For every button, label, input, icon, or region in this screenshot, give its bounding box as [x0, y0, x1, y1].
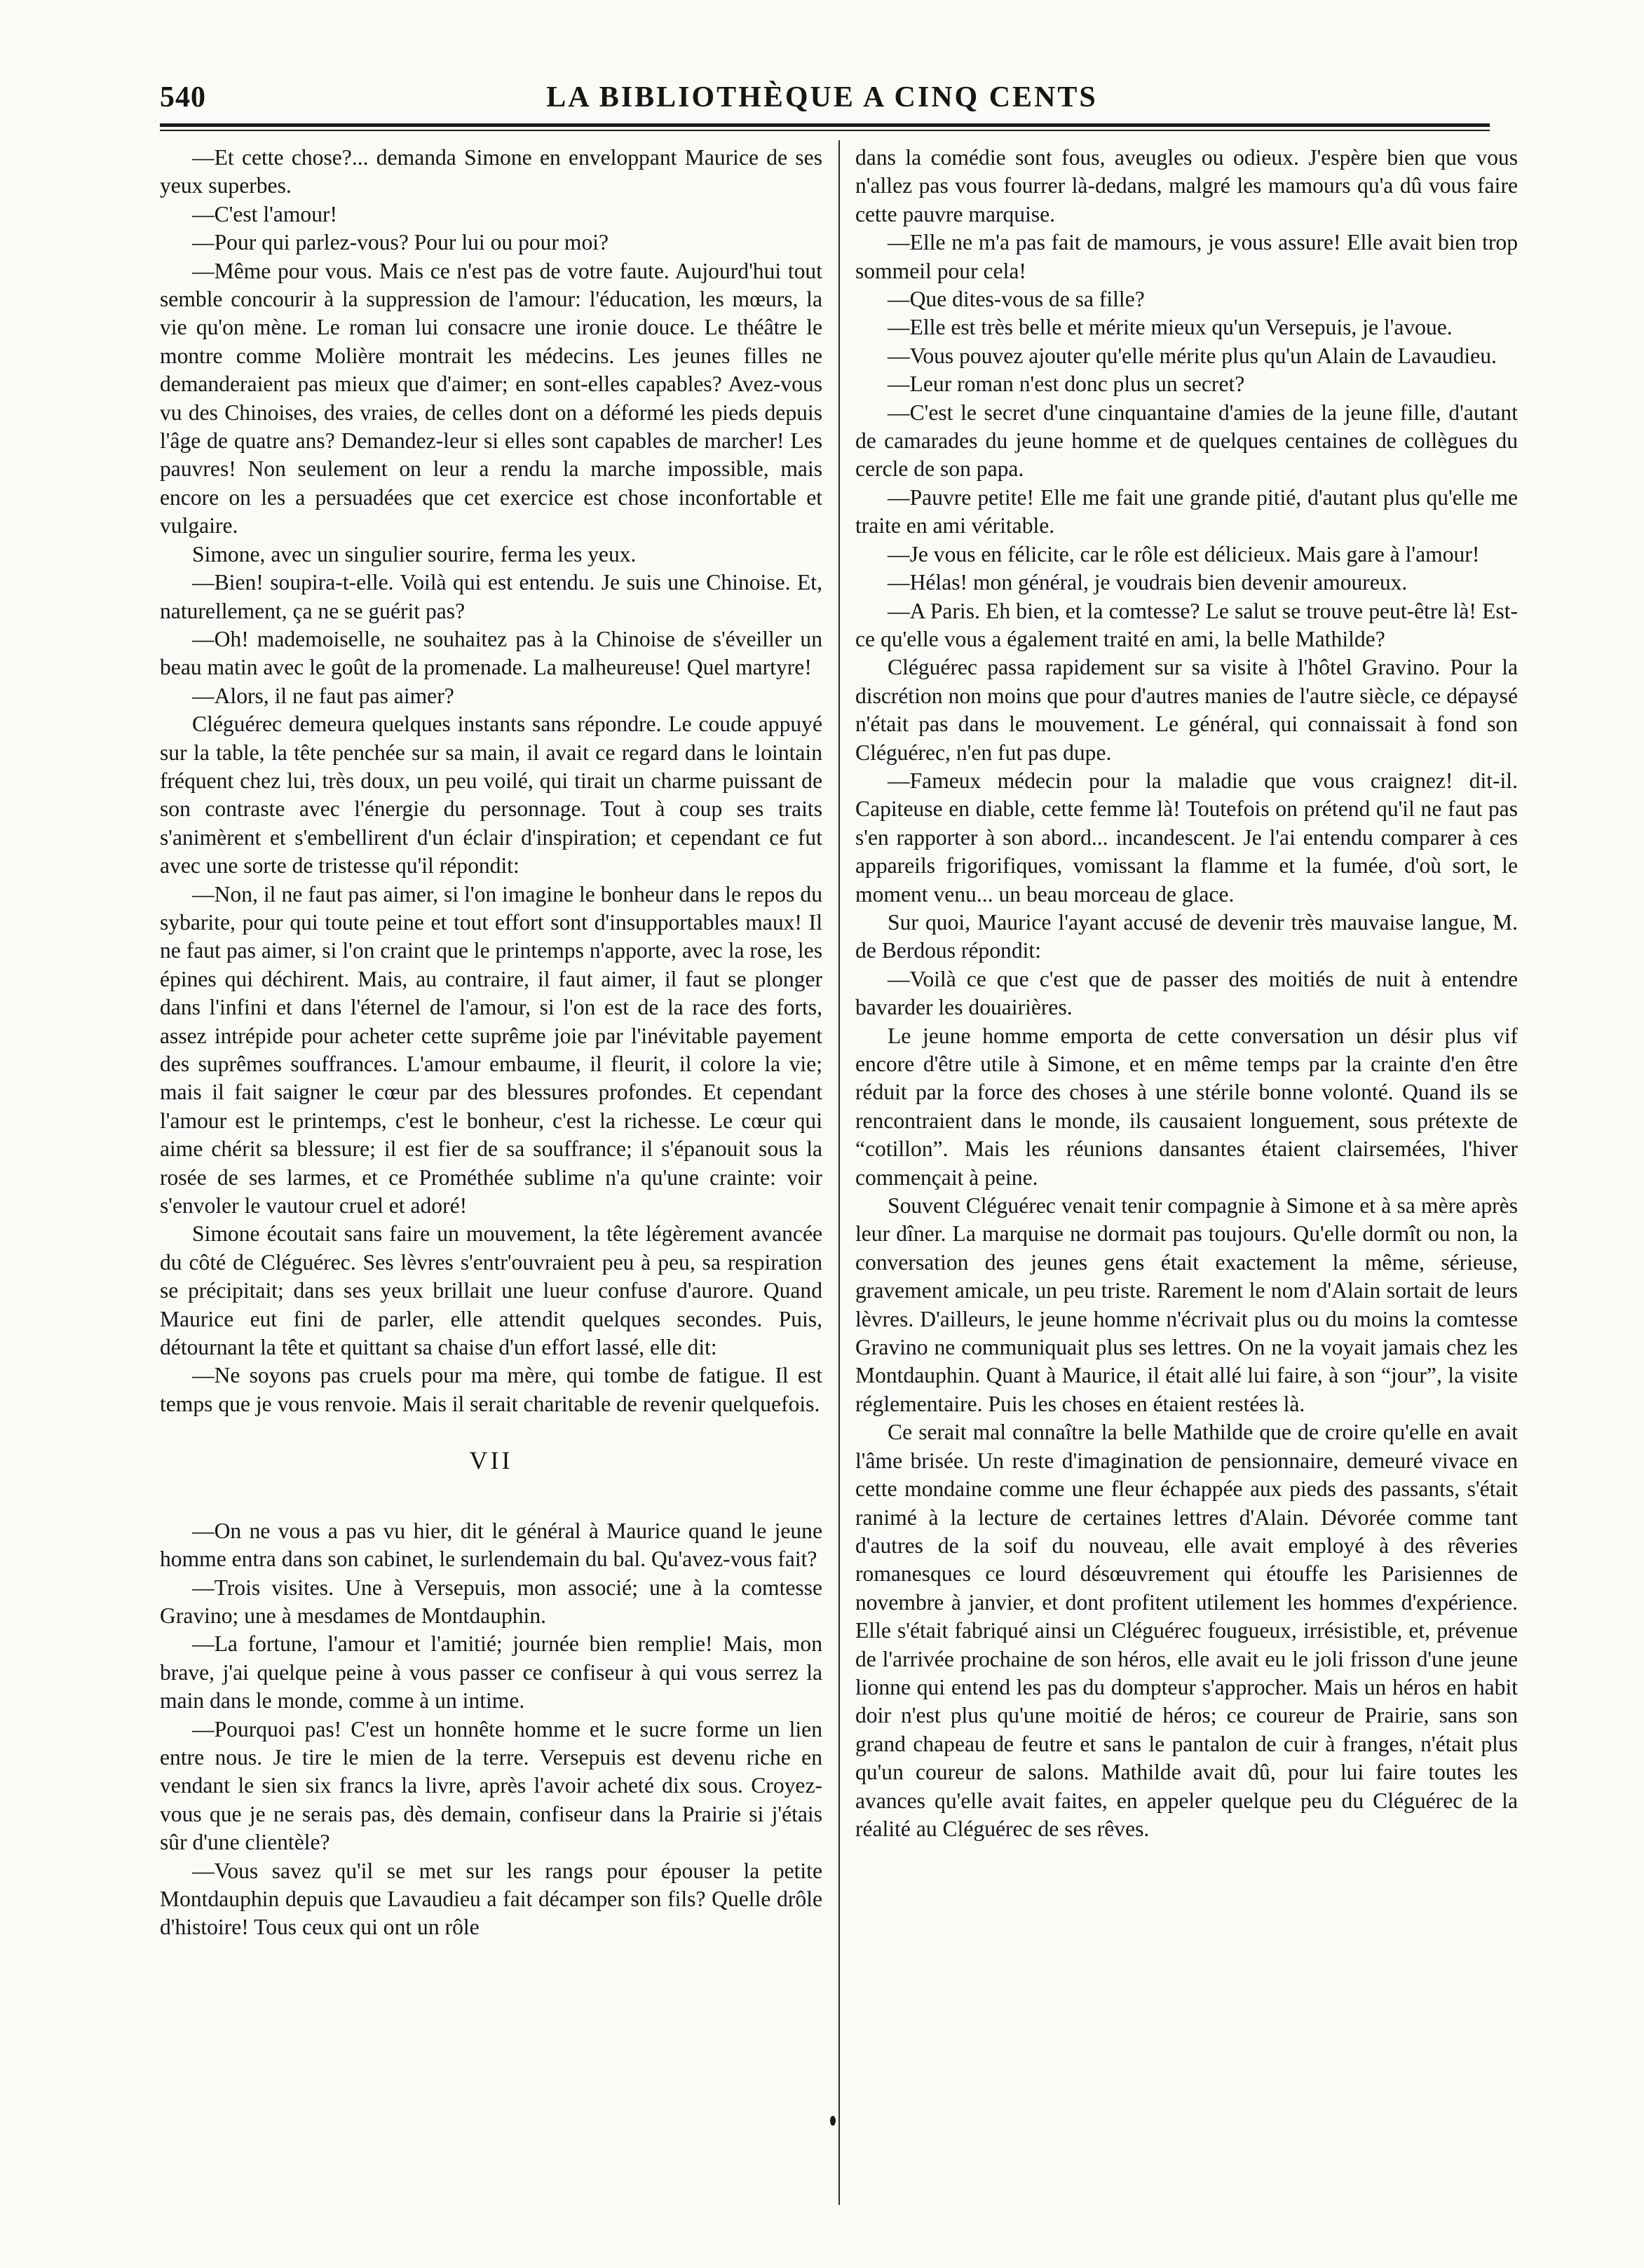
paragraph: —Pourquoi pas! C'est un honnête homme et le sucre forme un lien entre nous. Je tire le mien de la terre. Versepuis est devenu riche en vendant le sien six francs la livre, après l'avoir acheté dix sous. Croyez-vous que je ne serais pas, dès demain, confiseur dans la Prairie si j'étais sûr d'une clientèle? — [160, 1716, 822, 1855]
header-rule-thin — [160, 130, 1490, 131]
paragraph: Le jeune homme emporta de cette conversation un désir plus vif encore d'être utile à Simone, et en même temps par la crainte d'en être réduit par la force des choses à une stérile bonne volonté. Quand ils se rencontraient dans le monde, ils causaient longuement, sous prétexte de “cotillon”. Mais les réunions dansantes étaient clairsemées, l'hiver commençait à peine. — [855, 1023, 1518, 1190]
right-column — [855, 144, 1518, 2240]
paragraph: —Non, il ne faut pas aimer, si l'on imagine le bonheur dans le repos du sybarite, pour qui toute peine et tout effort sont d'insupportables maux! Il ne faut pas aimer, si l'on craint que le printemps n'apporte, avec la rose, les épines qui déchirent. Mais, au contraire, il faut aimer, il faut se plonger dans l'infini et dans l'éternel de l'amour, si l'on est de la race des forts, assez intrépide pour acheter cette suprême joie par l'inévitable payement des suprêmes souffrances. L'amour embaume, il fleurit, il colore la vie; mais il fait saigner le cœur par des blessures profondes. Et cependant l'amour est le printemps, c'est le bonheur, c'est la richesse. Le cœur qui aime chérit sa blessure; il est fier de sa souffrance; il s'épanouit sous la rosée de ses larmes, et ce Prométhée sublime n'a qu'une crainte: voir s'envoler le vautour cruel et adoré! — [160, 881, 822, 1218]
paragraph-continued: dans la comédie sont fous, aveugles ou odieux. J'espère bien que vous n'allez pas vous fourrer là-dedans, malgré les mamours qu'a dû vous faire cette pauvre marquise. — [855, 145, 1518, 226]
paragraph: Cléguérec passa rapidement sur sa visite à l'hôtel Gravino. Pour la discrétion non moins que pour d'autres manies de l'autre siècle, ce dépaysé n'était pas dans le mouvement. Le général, qui connaissait à fond son Cléguérec, n'en fut pas dupe. — [855, 655, 1518, 765]
paragraph: —A Paris. Eh bien, et la comtesse? Le salut se trouve peut-être là! Est-ce qu'elle vous a également traité en ami, la belle Mathilde? — [855, 598, 1518, 651]
paragraph: Simone écoutait sans faire un mouvement, la tête légèrement avancée du côté de Cléguérec. Ses lèvres s'entr'ouvraient peu à peu, sa respiration se précipitait; dans ses yeux brillait une lueur confuse d'aurore. Quand Maurice eut fini de parler, elle attendit quelques secondes. Puis, détournant la tête et quittant sa chaise d'un effort lassé, elle dit: — [160, 1221, 822, 1360]
paragraph: Simone, avec un singulier sourire, ferma les yeux. — [192, 541, 637, 566]
paragraph: —Je vous en félicite, car le rôle est délicieux. Mais gare à l'amour! — [888, 541, 1480, 566]
paragraph: Sur quoi, Maurice l'ayant accusé de devenir très mauvaise langue, M. de Berdous répondit: — [855, 909, 1518, 963]
paragraph: —Pauvre petite! Elle me fait une grande pitié, d'autant plus qu'elle me traite en ami véritable. — [855, 484, 1518, 538]
paragraph: —Pour qui parlez-vous? Pour lui ou pour moi? — [192, 230, 609, 255]
paragraph: —Oh! mademoiselle, ne souhaitez pas à la Chinoise de s'éveiller un beau matin avec le goût de la promenade. La malheureuse! Quel martyre! — [160, 626, 822, 680]
paragraph: —Bien! soupira-t-elle. Voilà qui est entendu. Je suis une Chinoise. Et, naturellement, ça ne se guérit pas? — [160, 570, 822, 623]
paragraph: —Alors, il ne faut pas aimer? — [192, 683, 454, 708]
paragraph: —C'est le secret d'une cinquantaine d'amies de la jeune fille, d'autant de camarades du jeune homme et de quelques centaines de collègues du cercle de son papa. — [855, 400, 1518, 482]
paragraph: —Même pour vous. Mais ce n'est pas de votre faute. Aujourd'hui tout semble concourir à la suppression de l'amour: l'éducation, les mœurs, la vie qu'on mène. Le roman lui consacre une ironie douce. Le théâtre le montre comme Molière montrait les médecins. Les jeunes filles ne demanderaient pas mieux que d'aimer; en sont-elles capables? Avez-vous vu des Chinoises, des vraies, de celles dont on a déformé les pieds depuis l'âge de quatre ans? Demandez-leur si elles sont capables de marcher! Les pauvres! Non seulement on leur a rendu la marche impossible, mais encore on les a persuadées que cet exercice est chose inconfortable et vulgaire. — [160, 258, 822, 538]
page-number: 540 — [160, 81, 206, 114]
chapter-heading: VII — [469, 1446, 513, 1475]
running-title: LA BIBLIOTHÈQUE A CINQ CENTS — [546, 81, 1098, 114]
column-divider — [838, 140, 840, 2205]
paragraph: —La fortune, l'amour et l'amitié; journée bien remplie! Mais, mon brave, j'ai quelque peine à vous passer ce confiseur à qui vous serrez la main dans le monde, comme à un intime. — [160, 1631, 822, 1713]
paragraph: —Fameux médecin pour la maladie que vous craignez! dit-il. Capiteuse en diable, cette femme là! Toutefois on prétend qu'il ne faut pas s'en rapporter à son abord... incandescent. Je l'ai entendu comparer à ces appareils frigorifiques, vomissant la flamme et la fumée, d'où sort, le moment venu... un beau morceau de glace. — [855, 768, 1518, 906]
left-column — [160, 144, 822, 2240]
paragraph: —Hélas! mon général, je voudrais bien devenir amoureux. — [888, 570, 1408, 595]
paragraph: —Que dites-vous de sa fille? — [888, 287, 1145, 312]
paragraph: Cléguérec demeura quelques instants sans répondre. Le coude appuyé sur la table, la tête penchée sur sa main, il avait ce regard dans le lointain fréquent chez lui, très doux, un peu voilé, qui tirait un charme puissant de son contraste avec l'énergie du personnage. Tout à coup ses traits s'animèrent et s'embellirent d'un éclair d'inspiration; et cependant ce fut avec une sorte de tristesse qu'il répondit: — [160, 712, 822, 878]
paragraph: —Leur roman n'est donc plus un secret? — [888, 372, 1245, 397]
paragraph: Souvent Cléguérec venait tenir compagnie à Simone et à sa mère après leur dîner. La marquise ne dormait pas toujours. Qu'elle dormît ou non, la conversation des jeunes gens était exactement la même, sérieuse, gravement amicale, un peu triste. Rarement le nom d'Alain sortait de leurs lèvres. D'ailleurs, le jeune homme n'écrivait plus ou du moins la comtesse Gravino ne communiquait plus ses lettres. On ne la voyait jamais chez les Montdauphin. Quant à Maurice, il était allé lui faire, à son “jour”, la visite réglementaire. Puis les choses en étaient restées là. — [855, 1193, 1518, 1416]
paragraph: Ce serait mal connaître la belle Mathilde que de croire qu'elle en avait l'âme brisée. Un reste d'imagination de pensionnaire, demeuré vivace en cette mondaine comme une fleur échappée aux pieds des passants, s'était ranimé à la lecture de certaines lettres d'Alain. Dévorée comme tant d'autres de la soif du nouveau, elle avait employé à des rêveries romanesques ce lourd désœuvrement qui étouffe les Parisiennes de novembre à janvier, et dont profitent utilement les hommes d'expérience. Elle s'était fabriqué ainsi un Cléguérec fougueux, irrésistible, et, prévenue de l'arrivée prochaine de son héros, elle avait eu le joli frisson d'une jeune lionne qui entend les pas du dompteur s'approcher. Mais un héros en habit doir n'est plus qu'une moitié de héros; ce coureur de Prairie, sans son grand chapeau de feutre et sans le pantalon de cuir à franges, n'était plus qu'un coureur de salons. Mathilde avait dû, pour lui faire toutes les avances qu'elle avait faites, en appeler quelque peu du Cléguérec de la réalité au Cléguérec de ses rêves. — [855, 1420, 1518, 1841]
paragraph: —Vous pouvez ajouter qu'elle mérite plus qu'un Alain de Lavaudieu. — [888, 343, 1497, 368]
paragraph: —C'est l'amour! — [192, 201, 338, 226]
paragraph: —Elle est très belle et mérite mieux qu'un Versepuis, je l'avoue. — [888, 315, 1453, 340]
footer-ink-mark — [830, 2116, 836, 2126]
paragraph: —On ne vous a pas vu hier, dit le général à Maurice quand le jeune homme entra dans son cabinet, le surlendemain du bal. Qu'avez-vous fait? — [160, 1518, 822, 1572]
paragraph: —Ne soyons pas cruels pour ma mère, qui tombe de fatigue. Il est temps que je vous renvoie. Mais il serait charitable de revenir quelquefois. — [160, 1363, 822, 1416]
paragraph: —Et cette chose?... demanda Simone en enveloppant Maurice de ses yeux superbes. — [160, 145, 822, 198]
paragraph: —Elle ne m'a pas fait de mamours, je vous assure! Elle avait bien trop sommeil pour cela! — [855, 230, 1518, 283]
paragraph: —Voilà ce que c'est que de passer des moitiés de nuit à entendre bavarder les douairières. — [855, 966, 1518, 1020]
paragraph: —Trois visites. Une à Versepuis, mon associé; une à la comtesse Gravino; une à mesdames de Montdauphin. — [160, 1575, 822, 1628]
header-rule-thick — [160, 123, 1490, 127]
paragraph: —Vous savez qu'il se met sur les rangs pour épouser la petite Montdauphin depuis que Lavaudieu a fait décamper son fils? Quelle drôle d'histoire! Tous ceux qui ont un rôle — [160, 1858, 822, 1940]
